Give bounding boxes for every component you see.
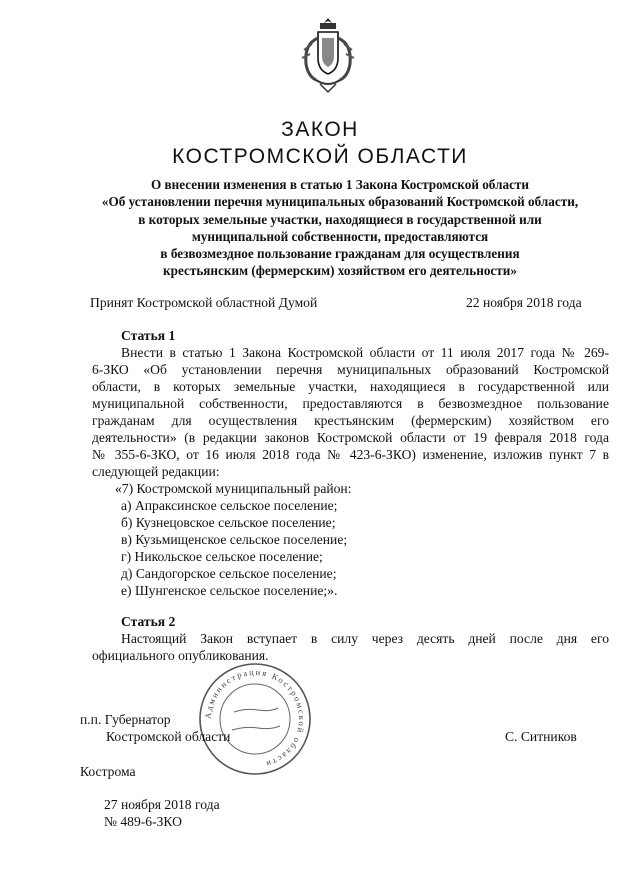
quoted-item: а) Апраксинское сельское поселение; (121, 498, 338, 513)
seal-outer-text: Администрация Костромской области (202, 666, 308, 770)
quoted-item: «7) Костромской муниципальный район: (115, 481, 352, 496)
quoted-item: е) Шунгенское сельское поселение;». (121, 583, 338, 598)
signing-date: 27 ноября 2018 года (104, 797, 220, 812)
article-1-paragraph-line: следующей редакции: (92, 464, 220, 479)
article-2-paragraph-line: официального опубликования. (92, 648, 269, 663)
document-title: ЗАКОН (281, 118, 359, 141)
quoted-item: д) Сандогорское сельское поселение; (121, 566, 337, 581)
article-1-paragraph-line: деятельности» (в редакции законов Костромской области от 19 февраля 2018 года (92, 430, 609, 445)
quoted-item: в) Кузьмищенское сельское поселение; (121, 532, 348, 547)
signature-region: Костромской области (106, 729, 231, 744)
heading-line: муниципальной собственности, предоставляются (191, 228, 489, 244)
coat-of-arms-emblem (298, 14, 358, 94)
adoption-text: Принят Костромской областной Думой (90, 295, 318, 310)
article-1-paragraph-line: муниципальной собственности, предоставляются в безвозмездное пользование (92, 396, 609, 411)
official-seal-stamp (196, 660, 314, 778)
article-1-paragraph-line: 6-ЗКО «Об установлении перечня муниципальных образований Костромской (92, 362, 609, 377)
quoted-item: г) Никольское сельское поселение; (121, 549, 323, 564)
article-1-paragraph-line: гражданам для осуществления крестьянским (фермерским) хозяйством его (92, 413, 609, 428)
heading-line: «Об установлении перечня муниципальных образований Костромской области, (101, 194, 579, 210)
heading-line: в безвозмездное пользование гражданам для осуществления (160, 246, 520, 262)
article-1-paragraph-line: Внести в статью 1 Закона Костромской области от 11 июля 2017 года № 269- (121, 345, 609, 360)
article-2-paragraph-line: Настоящий Закон вступает в силу через десять дней после дня его (121, 631, 609, 646)
heading-line: крестьянским (фермерским) хозяйством его деятельности» (163, 263, 517, 279)
adoption-date: 22 ноября 2018 года (466, 295, 582, 310)
quoted-item: б) Кузнецовское сельское поселение; (121, 515, 336, 530)
signatory-name: С. Ситников (505, 729, 577, 744)
article-2-title: Статья 2 (121, 614, 176, 629)
article-1-paragraph-line: № 355-6-ЗКО, от 16 июля 2018 года № 423-6-ЗКО) изменение, изложив пункт 7 в (92, 447, 609, 462)
heading-line: в которых земельные участки, находящиеся в государственной или (138, 211, 542, 227)
law-number: № 489-6-ЗКО (104, 814, 182, 829)
law-heading (60, 176, 620, 280)
document-subtitle: КОСТРОМСКОЙ ОБЛАСТИ (172, 145, 468, 168)
signature-title: п.п. Губернатор (80, 712, 171, 727)
heading-line: О внесении изменения в статью 1 Закона Костромской области (150, 177, 529, 192)
article-1-paragraph-line: области, в которых земельные участки, находящиеся в государственной или (92, 379, 609, 394)
article-1-title: Статья 1 (121, 328, 176, 343)
place-of-signing: Кострома (80, 764, 136, 779)
